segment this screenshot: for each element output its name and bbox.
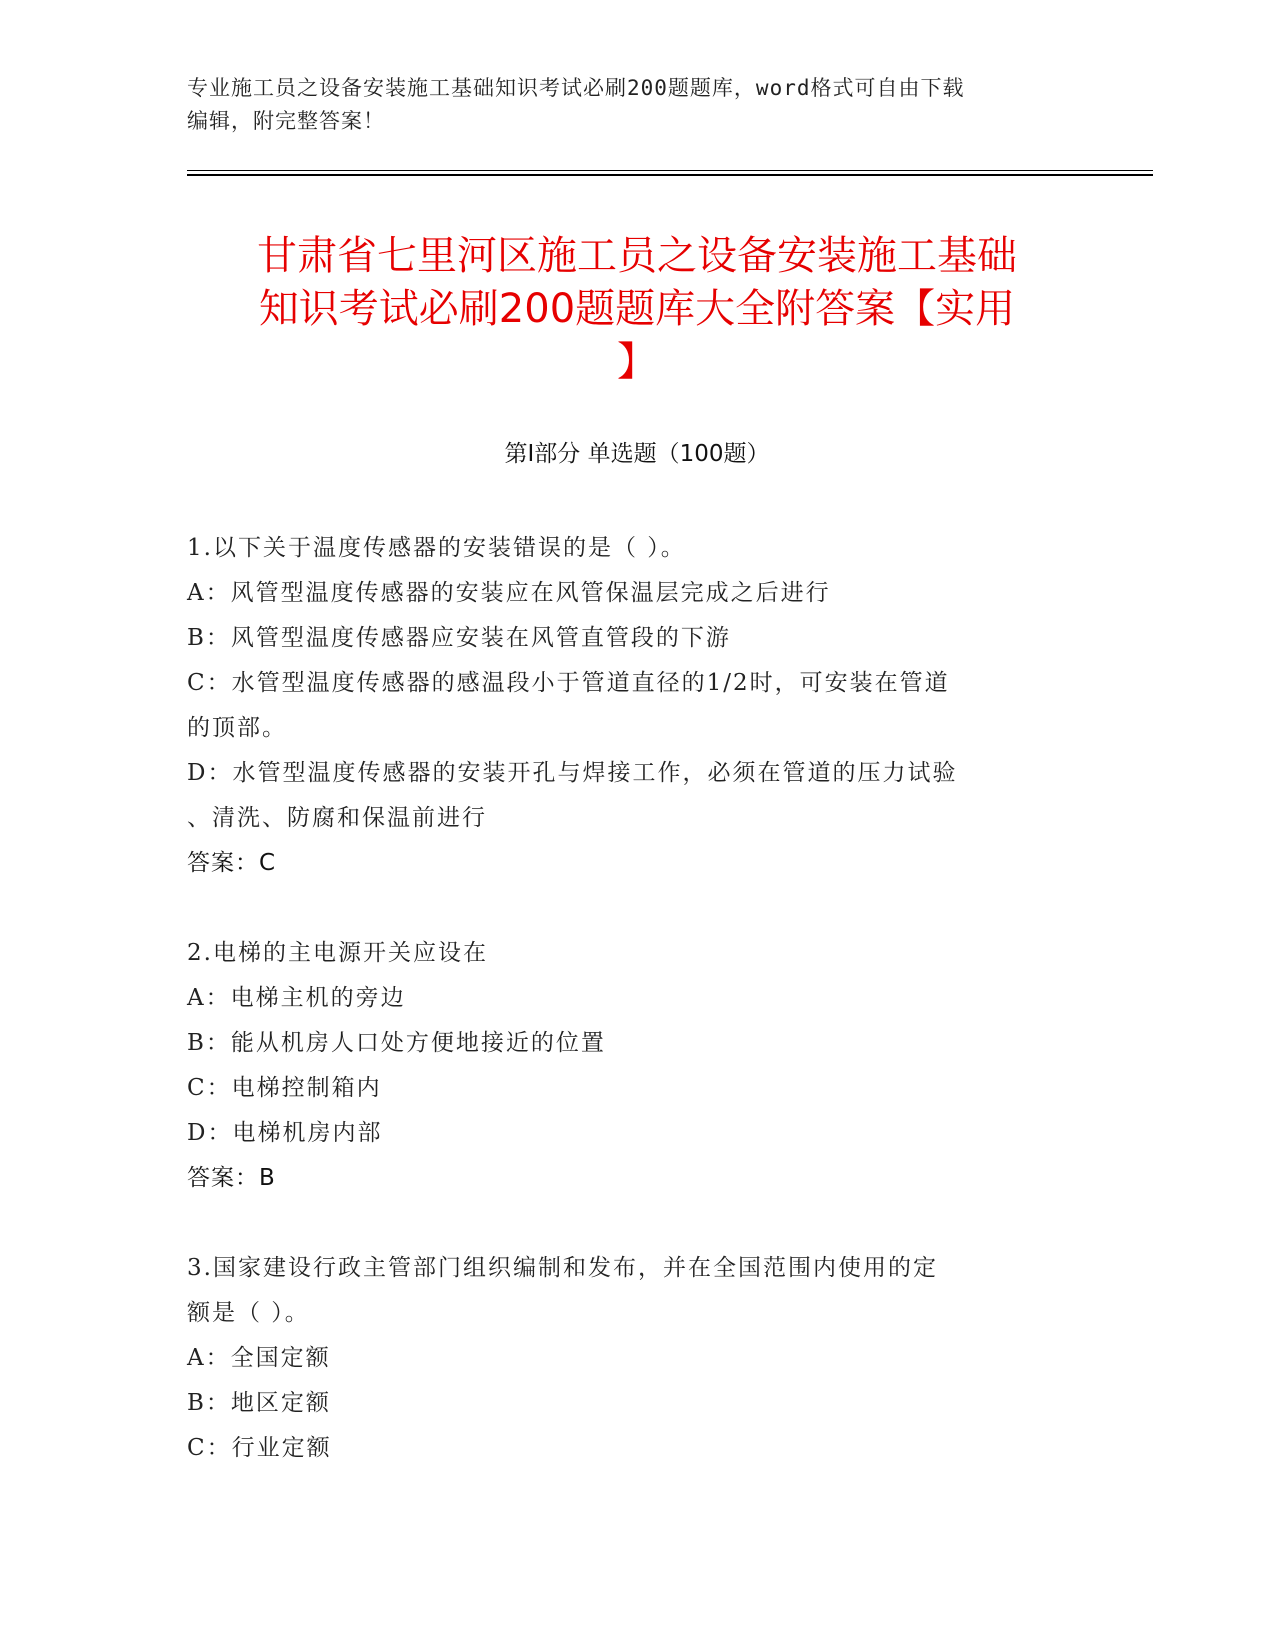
question-3 — [187, 1246, 1087, 1471]
question-spacer — [187, 886, 1087, 931]
option-b: B：地区定额 — [187, 1390, 331, 1416]
intro-text — [187, 72, 1087, 138]
intro-line-2: 编辑，附完整答案！ — [187, 109, 385, 133]
question-stem: 1.以下关于温度传感器的安装错误的是（ ）。 — [187, 535, 686, 561]
document-title — [187, 230, 1087, 389]
option-c: C：电梯控制箱内 — [187, 1075, 382, 1101]
option-b: B：能从机房人口处方便地接近的位置 — [187, 1030, 606, 1056]
option-d: D：水管型温度传感器的安装开孔与焊接工作，必须在管道的压力试验 — [187, 760, 958, 786]
answer: 答案：B — [187, 1165, 276, 1191]
option-b: B：风管型温度传感器应安装在风管直管段的下游 — [187, 625, 731, 651]
option-c: C：行业定额 — [187, 1435, 332, 1461]
title-line-2: 知识考试必刷200题题库大全附答案【实用 — [258, 286, 1016, 332]
intro-line-1: 专业施工员之设备安装施工基础知识考试必刷200题题库，word格式可自由下载 — [187, 76, 965, 100]
answer: 答案：C — [187, 850, 277, 876]
option-a: A：全国定额 — [187, 1345, 331, 1371]
option-a: A：风管型温度传感器的安装应在风管保温层完成之后进行 — [187, 580, 831, 606]
question-1 — [187, 526, 1087, 886]
question-stem: 3.国家建设行政主管部门组织编制和发布，并在全国范围内使用的定 — [187, 1255, 938, 1281]
option-c: C：水管型温度传感器的感温段小于管道直径的1/2时，可安装在管道 — [187, 670, 950, 696]
option-d: D：电梯机房内部 — [187, 1120, 383, 1146]
option-d-continued: 、清洗、防腐和保温前进行 — [187, 805, 487, 831]
option-c-continued: 的顶部。 — [187, 715, 287, 741]
header-rule-thin — [187, 170, 1153, 171]
title-line-1: 甘肃省七里河区施工员之设备安装施工基础 — [257, 233, 1017, 279]
section-heading: 第Ⅰ部分 单选题（100题） — [504, 441, 770, 467]
question-spacer — [187, 1201, 1087, 1246]
option-a: A：电梯主机的旁边 — [187, 985, 406, 1011]
question-stem: 2.电梯的主电源开关应设在 — [187, 940, 488, 966]
question-stem-continued: 额是（ ）。 — [187, 1300, 310, 1326]
question-list — [187, 526, 1087, 1471]
question-2 — [187, 931, 1087, 1201]
title-line-3: 】 — [617, 339, 657, 385]
header-rule-thick — [187, 174, 1153, 176]
